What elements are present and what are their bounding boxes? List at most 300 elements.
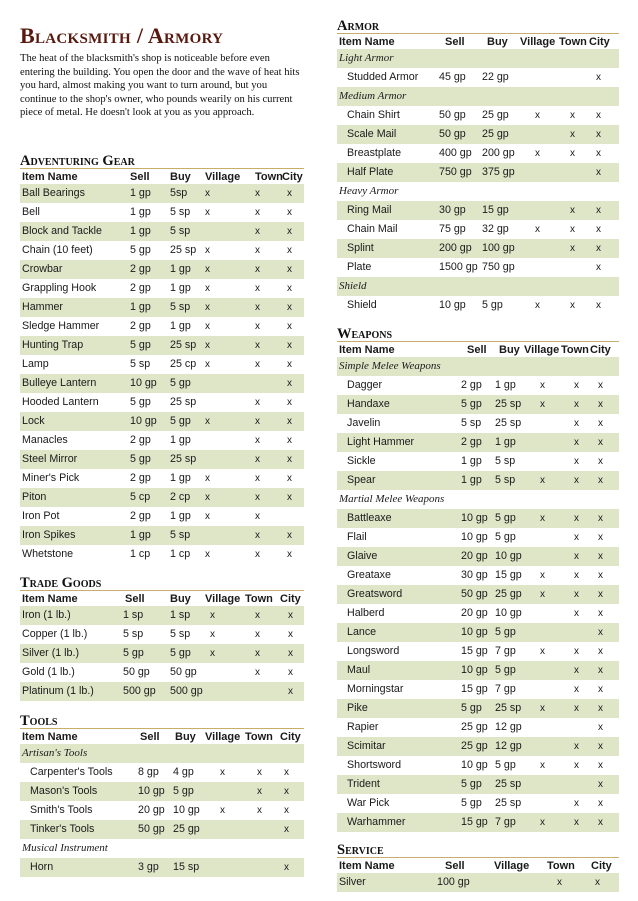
price-cell: 375 gp <box>482 166 515 178</box>
weapons-section <box>337 327 619 832</box>
price-cell: 1 cp <box>170 548 191 560</box>
column-header: City <box>280 593 301 605</box>
availability-mark: x <box>287 245 292 256</box>
availability-mark: x <box>205 511 210 522</box>
availability-mark: x <box>570 300 575 311</box>
availability-mark: x <box>596 262 601 273</box>
column-header: City <box>280 731 301 743</box>
item-name: Shortsword <box>347 759 402 771</box>
price-cell: 5 sp <box>170 529 191 541</box>
column-header: City <box>591 860 612 872</box>
table-row <box>20 682 304 701</box>
tools-heading: Tools <box>20 714 304 729</box>
price-cell: 25 gp <box>482 128 509 140</box>
table-row <box>337 528 619 547</box>
availability-mark: x <box>596 72 601 83</box>
item-name: Greataxe <box>347 569 391 581</box>
table-row <box>20 663 304 682</box>
availability-mark: x <box>598 532 603 543</box>
price-cell: 2 gp <box>461 436 482 448</box>
price-cell: 2 gp <box>130 263 151 275</box>
price-cell: 1 gp <box>170 510 191 522</box>
availability-mark: x <box>205 188 210 199</box>
availability-mark: x <box>257 805 262 816</box>
availability-mark: x <box>205 359 210 370</box>
price-cell: 5sp <box>170 187 188 199</box>
price-cell: 5 sp <box>170 206 191 218</box>
availability-mark: x <box>596 129 601 140</box>
column-header: Sell <box>125 593 145 605</box>
item-name: Steel Mirror <box>22 453 78 465</box>
table-row <box>337 813 619 832</box>
price-cell: 5 gp <box>130 453 151 465</box>
item-name: Chain Mail <box>347 223 398 235</box>
price-cell: 5 gp <box>482 299 503 311</box>
table-row <box>337 680 619 699</box>
adventuring-gear-section <box>20 154 304 564</box>
availability-mark: x <box>210 648 215 659</box>
availability-mark: x <box>540 817 545 828</box>
item-name: Chain Shirt <box>347 109 400 121</box>
table-row <box>20 469 304 488</box>
availability-mark: x <box>598 475 603 486</box>
table-row <box>337 873 619 892</box>
availability-mark: x <box>255 530 260 541</box>
armor-heading: Armor <box>337 19 619 34</box>
table-header <box>20 592 304 606</box>
price-cell: 7 gp <box>495 645 516 657</box>
price-cell: 25 sp <box>495 417 522 429</box>
column-header: Town <box>245 731 273 743</box>
item-name: Silver <box>339 876 366 888</box>
column-header: Village <box>520 36 556 48</box>
availability-mark: x <box>255 511 260 522</box>
table-row <box>337 201 619 220</box>
price-cell: 5 gp <box>173 785 194 797</box>
item-name: Ball Bearings <box>22 187 85 199</box>
table-row <box>337 163 619 182</box>
adventuring-gear-heading: Adventuring Gear <box>20 154 304 169</box>
column-header: Item Name <box>22 171 78 183</box>
table-row <box>337 794 619 813</box>
subcategory-label: Musical Instrument <box>22 842 108 854</box>
availability-mark: x <box>255 473 260 484</box>
availability-mark: x <box>598 608 603 619</box>
availability-mark: x <box>574 532 579 543</box>
subcategory-label: Shield <box>339 280 367 292</box>
item-name: Lance <box>347 626 377 638</box>
table-row <box>337 699 619 718</box>
availability-mark: x <box>288 629 293 640</box>
price-cell: 10 gp <box>173 804 200 816</box>
item-name: Gold (1 lb.) <box>22 666 75 678</box>
price-cell: 50 gp <box>138 823 165 835</box>
price-cell: 5 gp <box>495 512 516 524</box>
availability-mark: x <box>288 667 293 678</box>
availability-mark: x <box>574 456 579 467</box>
table-row <box>337 775 619 794</box>
column-header: Sell <box>130 171 150 183</box>
availability-mark: x <box>210 610 215 621</box>
item-name: Handaxe <box>347 398 390 410</box>
availability-mark: x <box>535 148 540 159</box>
price-cell: 25 sp <box>170 453 197 465</box>
column-header: Village <box>205 593 241 605</box>
item-name: Studded Armor <box>347 71 419 83</box>
item-name: Pike <box>347 702 368 714</box>
price-cell: 5 sp <box>170 301 191 313</box>
item-name: Manacles <box>22 434 68 446</box>
price-cell: 5 gp <box>495 664 516 676</box>
price-cell: 1 gp <box>130 225 151 237</box>
table-header <box>337 35 619 49</box>
price-cell: 25 gp <box>461 740 488 752</box>
price-cell: 1 gp <box>130 187 151 199</box>
price-cell: 5 sp <box>123 628 144 640</box>
availability-mark: x <box>287 321 292 332</box>
price-cell: 5 gp <box>461 702 482 714</box>
availability-mark: x <box>284 786 289 797</box>
item-name: Hooded Lantern <box>22 396 99 408</box>
price-cell: 12 gp <box>495 721 522 733</box>
table-row <box>20 801 304 820</box>
item-name: Dagger <box>347 379 383 391</box>
price-cell: 1 gp <box>495 379 516 391</box>
item-name: Morningstar <box>347 683 404 695</box>
availability-mark: x <box>570 148 575 159</box>
item-name: Splint <box>347 242 374 254</box>
subcategory-row <box>337 490 619 509</box>
table-header <box>20 730 304 744</box>
table-row <box>337 433 619 452</box>
item-name: Half Plate <box>347 166 394 178</box>
availability-mark: x <box>570 224 575 235</box>
column-header: Buy <box>487 36 508 48</box>
item-name: Scimitar <box>347 740 386 752</box>
availability-mark: x <box>574 437 579 448</box>
table-row <box>20 545 304 564</box>
availability-mark: x <box>596 205 601 216</box>
table-row <box>20 507 304 526</box>
table-row <box>337 737 619 756</box>
table-row <box>20 412 304 431</box>
availability-mark: x <box>287 435 292 446</box>
price-cell: 12 gp <box>495 740 522 752</box>
price-cell: 10 gp <box>461 512 488 524</box>
price-cell: 25 gp <box>173 823 200 835</box>
price-cell: 1 sp <box>170 609 191 621</box>
armor-section <box>337 19 619 315</box>
availability-mark: x <box>598 437 603 448</box>
price-cell: 1 gp <box>130 206 151 218</box>
table-row <box>20 241 304 260</box>
item-name: Ring Mail <box>347 204 392 216</box>
availability-mark: x <box>205 302 210 313</box>
availability-mark: x <box>574 589 579 600</box>
table-row <box>337 220 619 239</box>
price-cell: 25 sp <box>495 702 522 714</box>
item-name: Horn <box>30 861 54 873</box>
item-name: Plate <box>347 261 372 273</box>
price-cell: 22 gp <box>482 71 509 83</box>
price-cell: 750 gp <box>482 261 515 273</box>
availability-mark: x <box>574 570 579 581</box>
availability-mark: x <box>220 767 225 778</box>
item-name: Breastplate <box>347 147 402 159</box>
column-header: Sell <box>445 36 465 48</box>
price-cell: 50 gp <box>439 109 466 121</box>
item-name: Longsword <box>347 645 400 657</box>
trade-goods-section <box>20 576 304 701</box>
item-name: Warhammer <box>347 816 406 828</box>
subcategory-row <box>337 277 619 296</box>
price-cell: 10 gp <box>495 550 522 562</box>
column-header: Buy <box>170 171 191 183</box>
column-header: City <box>589 36 610 48</box>
subcategory-label: Artisan's Tools <box>22 747 88 759</box>
availability-mark: x <box>255 454 260 465</box>
price-cell: 3 gp <box>138 861 159 873</box>
price-cell: 2 cp <box>170 491 191 503</box>
item-name: Battleaxe <box>347 512 392 524</box>
subcategory-label: Light Armor <box>339 52 394 64</box>
item-name: Crowbar <box>22 263 63 275</box>
availability-mark: x <box>287 397 292 408</box>
price-cell: 50 gp <box>170 666 197 678</box>
table-row <box>337 623 619 642</box>
availability-mark: x <box>574 817 579 828</box>
availability-mark: x <box>284 824 289 835</box>
price-cell: 1 gp <box>170 263 191 275</box>
table-row <box>20 279 304 298</box>
availability-mark: x <box>535 224 540 235</box>
price-cell: 50 gp <box>439 128 466 140</box>
availability-mark: x <box>257 767 262 778</box>
availability-mark: x <box>255 245 260 256</box>
column-header: Item Name <box>339 36 395 48</box>
item-name: Iron Spikes <box>22 529 76 541</box>
price-cell: 25 sp <box>495 797 522 809</box>
subcategory-row <box>20 744 304 763</box>
table-row <box>337 585 619 604</box>
availability-mark: x <box>596 148 601 159</box>
availability-mark: x <box>574 608 579 619</box>
availability-mark: x <box>574 798 579 809</box>
table-row <box>20 858 304 877</box>
availability-mark: x <box>598 684 603 695</box>
price-cell: 5 gp <box>461 797 482 809</box>
price-cell: 5 sp <box>130 358 151 370</box>
column-header: Town <box>255 171 283 183</box>
column-header: City <box>282 171 303 183</box>
item-name: Maul <box>347 664 371 676</box>
table-row <box>337 296 619 315</box>
availability-mark: x <box>255 302 260 313</box>
availability-mark: x <box>570 205 575 216</box>
availability-mark: x <box>598 627 603 638</box>
tools-section <box>20 714 304 877</box>
availability-mark: x <box>574 703 579 714</box>
price-cell: 10 gp <box>461 664 488 676</box>
availability-mark: x <box>598 665 603 676</box>
column-header: Town <box>559 36 587 48</box>
subcategory-row <box>20 839 304 858</box>
table-row <box>20 488 304 507</box>
price-cell: 100 gp <box>437 876 470 888</box>
price-cell: 8 gp <box>138 766 159 778</box>
price-cell: 500 gp <box>123 685 156 697</box>
table-row <box>20 355 304 374</box>
price-cell: 5 gp <box>495 531 516 543</box>
price-cell: 750 gp <box>439 166 472 178</box>
table-row <box>20 782 304 801</box>
availability-mark: x <box>287 302 292 313</box>
item-name: Lock <box>22 415 45 427</box>
availability-mark: x <box>535 110 540 121</box>
availability-mark: x <box>210 629 215 640</box>
availability-mark: x <box>255 492 260 503</box>
column-header: Item Name <box>22 593 78 605</box>
table-row <box>337 642 619 661</box>
price-cell: 1 gp <box>170 472 191 484</box>
price-cell: 5 gp <box>130 244 151 256</box>
price-cell: 10 gp <box>130 415 157 427</box>
item-name: Flail <box>347 531 367 543</box>
item-name: Whetstone <box>22 548 74 560</box>
availability-mark: x <box>570 243 575 254</box>
availability-mark: x <box>596 167 601 178</box>
availability-mark: x <box>255 226 260 237</box>
price-cell: 5 gp <box>130 339 151 351</box>
price-cell: 30 gp <box>461 569 488 581</box>
price-cell: 5 sp <box>170 225 191 237</box>
table-row <box>337 258 619 277</box>
availability-mark: x <box>557 877 562 888</box>
availability-mark: x <box>574 741 579 752</box>
availability-mark: x <box>288 610 293 621</box>
column-header: Sell <box>445 860 465 872</box>
price-cell: 1 gp <box>461 455 482 467</box>
table-row <box>337 395 619 414</box>
availability-mark: x <box>598 551 603 562</box>
availability-mark: x <box>540 380 545 391</box>
table-row <box>20 450 304 469</box>
availability-mark: x <box>257 786 262 797</box>
item-name: Smith's Tools <box>30 804 93 816</box>
price-cell: 200 gp <box>482 147 515 159</box>
availability-mark: x <box>255 340 260 351</box>
table-row <box>20 222 304 241</box>
table-row <box>337 471 619 490</box>
table-row <box>337 239 619 258</box>
price-cell: 5 sp <box>170 628 191 640</box>
availability-mark: x <box>205 245 210 256</box>
table-row <box>337 414 619 433</box>
availability-mark: x <box>287 283 292 294</box>
table-row <box>20 260 304 279</box>
table-row <box>20 625 304 644</box>
price-cell: 10 gp <box>138 785 165 797</box>
table-row <box>337 566 619 585</box>
price-cell: 20 gp <box>461 607 488 619</box>
item-name: Greatsword <box>347 588 403 600</box>
availability-mark: x <box>255 629 260 640</box>
item-name: War Pick <box>347 797 390 809</box>
price-cell: 25 sp <box>170 339 197 351</box>
availability-mark: x <box>288 648 293 659</box>
subcategory-label: Heavy Armor <box>339 185 399 197</box>
price-cell: 5 gp <box>495 626 516 638</box>
availability-mark: x <box>596 300 601 311</box>
availability-mark: x <box>598 589 603 600</box>
availability-mark: x <box>287 473 292 484</box>
availability-mark: x <box>255 648 260 659</box>
availability-mark: x <box>255 188 260 199</box>
subcategory-row <box>337 87 619 106</box>
price-cell: 15 gp <box>461 645 488 657</box>
price-cell: 400 gp <box>439 147 472 159</box>
column-header: Village <box>205 731 241 743</box>
availability-mark: x <box>287 530 292 541</box>
table-row <box>337 604 619 623</box>
price-cell: 7 gp <box>495 816 516 828</box>
price-cell: 25 gp <box>482 109 509 121</box>
table-row <box>337 68 619 87</box>
price-cell: 5 gp <box>170 377 191 389</box>
availability-mark: x <box>574 380 579 391</box>
table-header <box>20 170 304 184</box>
weapons-heading: Weapons <box>337 327 619 342</box>
availability-mark: x <box>598 399 603 410</box>
page-title: Blacksmith / Armory <box>20 23 224 48</box>
availability-mark: x <box>287 378 292 389</box>
availability-mark: x <box>284 862 289 873</box>
subcategory-label: Simple Melee Weapons <box>339 360 441 372</box>
price-cell: 10 gp <box>461 531 488 543</box>
item-name: Hammer <box>22 301 63 313</box>
price-cell: 1 gp <box>495 436 516 448</box>
availability-mark: x <box>596 224 601 235</box>
price-cell: 50 gp <box>123 666 150 678</box>
availability-mark: x <box>540 646 545 657</box>
table-row <box>20 644 304 663</box>
price-cell: 100 gp <box>482 242 515 254</box>
item-name: Grappling Hook <box>22 282 97 294</box>
availability-mark: x <box>255 416 260 427</box>
table-header <box>337 859 619 873</box>
item-name: Carpenter's Tools <box>30 766 113 778</box>
availability-mark: x <box>540 760 545 771</box>
price-cell: 15 gp <box>482 204 509 216</box>
availability-mark: x <box>598 380 603 391</box>
availability-mark: x <box>574 513 579 524</box>
availability-mark: x <box>220 805 225 816</box>
price-cell: 25 gp <box>461 721 488 733</box>
price-cell: 15 gp <box>461 816 488 828</box>
column-header: Sell <box>467 344 487 356</box>
price-cell: 1 gp <box>170 434 191 446</box>
availability-mark: x <box>288 686 293 697</box>
table-row <box>337 509 619 528</box>
price-cell: 25 sp <box>170 244 197 256</box>
price-cell: 10 gp <box>130 377 157 389</box>
table-row <box>20 374 304 393</box>
availability-mark: x <box>574 551 579 562</box>
price-cell: 200 gp <box>439 242 472 254</box>
price-cell: 2 gp <box>130 472 151 484</box>
availability-mark: x <box>205 340 210 351</box>
availability-mark: x <box>596 110 601 121</box>
